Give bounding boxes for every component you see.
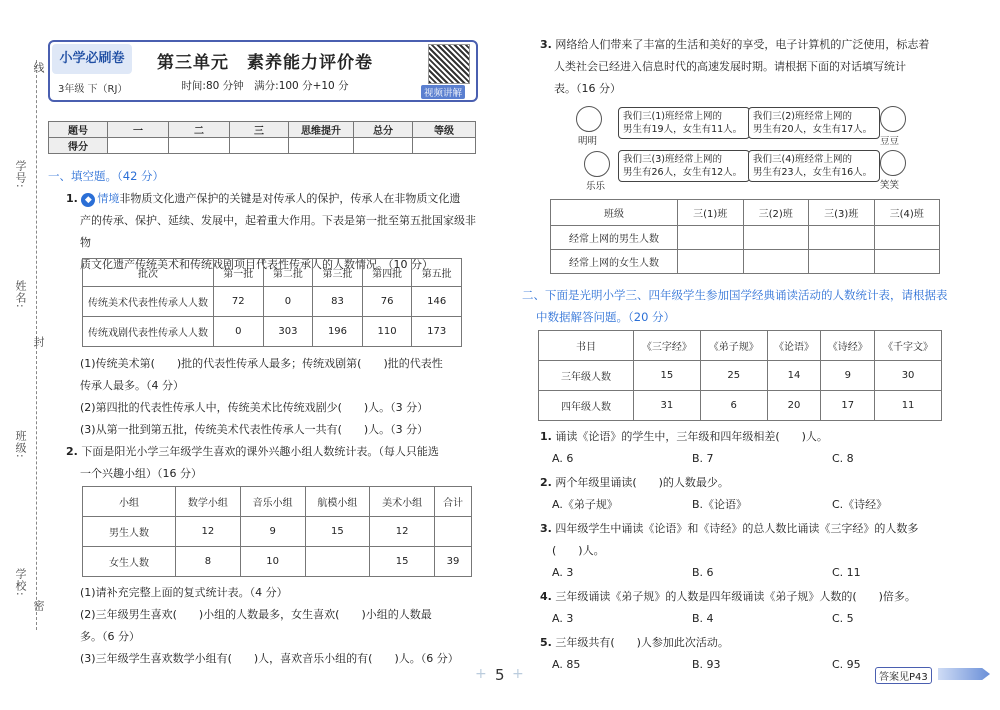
table-header: 三(1)班 [678, 200, 744, 226]
situation-tag: 情境 [97, 192, 120, 205]
table-cell: 9 [240, 517, 305, 547]
table-cell: 0 [263, 287, 313, 317]
section-one-title: 一、填空题。（42 分） [48, 169, 165, 183]
internet-table [550, 199, 940, 274]
table-header: 《千字文》 [875, 331, 942, 361]
score-header-cell: 等级 [413, 122, 476, 138]
question-number: 3. [540, 522, 552, 535]
exam-header [48, 40, 478, 102]
question-3 [540, 34, 980, 100]
table-cell-blank[interactable] [874, 226, 940, 250]
question-text: 表。（16 分） [554, 82, 621, 95]
table-header: 班级 [551, 200, 678, 226]
kid-avatar-icon [576, 106, 602, 132]
subquestion-text: 多。（6 分） [80, 630, 140, 643]
grade-label: 3年级 下（RJ） [58, 84, 128, 95]
table-cell-blank[interactable] [678, 250, 744, 274]
score-row-label: 得分 [49, 138, 108, 154]
table-cell: 303 [263, 317, 313, 347]
choice-option[interactable]: C. 5 [832, 612, 854, 625]
dialog-bubble [618, 107, 750, 139]
choice-option[interactable]: C. 11 [832, 566, 861, 579]
question-number: 4. [540, 590, 552, 603]
table-cell: 10 [240, 547, 305, 577]
situation-tag-icon: ◆ [81, 193, 95, 207]
binding-label-school: 学校: [14, 568, 27, 597]
dialog-line: 我们三(3)班经常上网的 [623, 154, 722, 165]
question-2-subquestions [80, 582, 480, 670]
score-cell[interactable] [289, 138, 354, 154]
choice-option[interactable]: C. 95 [832, 658, 861, 671]
binding-label-seal: 封 [32, 336, 45, 348]
table-cell: 30 [875, 361, 942, 391]
question-number: 5. [540, 636, 552, 649]
table-cell: 20 [767, 391, 821, 421]
dialog-line: 男生有20人，女生有17人。 [753, 124, 873, 135]
question-number: 2. [66, 445, 78, 458]
table-cell: 四年级人数 [539, 391, 634, 421]
table-cell: 9 [821, 361, 875, 391]
table-cell: 15 [634, 361, 701, 391]
table-cell: 三年级人数 [539, 361, 634, 391]
table-cell: 经常上网的女生人数 [551, 250, 678, 274]
question-text: 人类社会已经进入信息时代的高速发展时期。请根据下面的对话填写统计 [554, 60, 906, 73]
question-text: 三年级诵读《弟子规》的人数是四年级诵读《弟子规》人数的( )倍多。 [555, 590, 916, 603]
table-header: 三(4)班 [874, 200, 940, 226]
heritage-table [82, 258, 462, 347]
kid-name: 笑笑 [880, 180, 900, 191]
table-cell: 14 [767, 361, 821, 391]
subquestion-text: (3)从第一批到第五批，传统美术代表性传承人一共有( )人。（3 分） [80, 423, 429, 436]
choice-option[interactable]: A. 85 [552, 658, 581, 671]
choice-option[interactable]: A. 3 [552, 612, 574, 625]
subquestion-text: (2)第四批的代表性传承人中，传统美术比传统戏剧少( )人。（3 分） [80, 401, 429, 414]
table-cell: 传统美术代表性传承人人数 [83, 287, 214, 317]
score-header-cell: 三 [230, 122, 289, 138]
exam-time-info: 时间:80 分钟 满分:100 分+10 分 [181, 80, 349, 92]
binding-label-student-id: 学号: [14, 160, 27, 189]
question-text: 下面是阳光小学三年级学生喜欢的课外兴趣小组人数统计表。（每人只能选 [81, 445, 439, 458]
score-header-cell: 一 [108, 122, 169, 138]
table-header: 第五批 [412, 259, 462, 287]
score-cell[interactable] [354, 138, 413, 154]
table-cell-blank[interactable] [809, 226, 875, 250]
table-cell: 8 [176, 547, 241, 577]
dialog-line: 我们三(2)班经常上网的 [753, 111, 852, 122]
table-header: 《三字经》 [634, 331, 701, 361]
classics-reading-table [538, 330, 942, 421]
table-header: 《诗经》 [821, 331, 875, 361]
table-cell: 72 [214, 287, 264, 317]
kid-avatar-icon [880, 106, 906, 132]
question-text: 质文化遗产传统美术和传统戏剧项目代表性传承人的人数情况。（10 分） [80, 258, 433, 271]
dialog-bubble [748, 107, 880, 139]
subquestion-text: (3)三年级学生喜欢数学小组有( )人，喜欢音乐小组的有( )人。（6 分） [80, 652, 459, 665]
table-cell-blank[interactable] [874, 250, 940, 274]
score-header-cell: 总分 [354, 122, 413, 138]
table-cell: 83 [313, 287, 363, 317]
score-table [48, 121, 476, 154]
dialog-bubble [618, 150, 750, 182]
table-cell-blank[interactable] [743, 250, 809, 274]
section-two-title [522, 284, 982, 328]
table-cell: 男生人数 [83, 517, 176, 547]
table-header: 三(2)班 [743, 200, 809, 226]
brand-logo: 小学必刷卷 [52, 44, 132, 74]
table-header: 《论语》 [767, 331, 821, 361]
question-text: 产的传承、保护、延续、发展中，起着重大作用。下表是第一批至第五批国家级非物 [80, 214, 476, 249]
table-cell: 0 [214, 317, 264, 347]
table-cell: 110 [362, 317, 412, 347]
section-title-line: 二、下面是光明小学三、四年级学生参加国学经典诵读活动的人数统计表，请根据表 [522, 288, 948, 302]
table-cell-blank[interactable] [305, 547, 370, 577]
dialog-line: 男生有23人，女生有16人。 [753, 167, 873, 178]
table-header: 书目 [539, 331, 634, 361]
table-cell-blank[interactable] [678, 226, 744, 250]
table-cell-blank[interactable] [743, 226, 809, 250]
table-header: 航模小组 [305, 487, 370, 517]
subquestion-text: (2)三年级男生喜欢( )小组的人数最多，女生喜欢( )小组的人数最 [80, 608, 432, 621]
table-cell: 39 [435, 547, 472, 577]
table-header: 音乐小组 [240, 487, 305, 517]
score-header-cell: 思维提升 [289, 122, 354, 138]
table-cell: 15 [370, 547, 435, 577]
choice-option[interactable]: A. 6 [552, 452, 574, 465]
binding-label-class: 班级: [14, 430, 27, 459]
question-number: 1. [66, 192, 78, 205]
question-text: 非物质文化遗产保护的关键是对传承人的保护，传承人在非物质文化遗 [119, 192, 461, 205]
interest-group-table [82, 486, 472, 577]
question-text: 三年级共有( )人参加此次活动。 [555, 636, 729, 649]
table-cell: 6 [700, 391, 767, 421]
table-cell: 76 [362, 287, 412, 317]
table-header: 合计 [435, 487, 472, 517]
question-1-subquestions [80, 353, 480, 441]
question-text: ( )人。 [552, 544, 605, 557]
dialog-bubble [748, 150, 880, 182]
table-header: 第一批 [214, 259, 264, 287]
dialog-line: 男生有19人，女生有11人。 [623, 124, 743, 135]
table-cell: 经常上网的男生人数 [551, 226, 678, 250]
score-cell[interactable] [230, 138, 289, 154]
score-header-cell: 二 [169, 122, 230, 138]
table-cell: 173 [412, 317, 462, 347]
table-cell: 女生人数 [83, 547, 176, 577]
choice-option[interactable]: A. 3 [552, 566, 574, 579]
score-header-cell: 题号 [49, 122, 108, 138]
score-cell[interactable] [413, 138, 476, 154]
question-text: 两个年级里诵读( )的人数最少。 [555, 476, 729, 489]
qr-code-icon[interactable] [428, 44, 470, 84]
table-header: 第四批 [362, 259, 412, 287]
question-text: 一个兴趣小组）（16 分） [80, 467, 202, 480]
page-decoration-icon: + [512, 666, 524, 682]
table-header: 三(3)班 [809, 200, 875, 226]
table-cell: 146 [412, 287, 462, 317]
table-cell: 17 [821, 391, 875, 421]
subquestion-text: (1)请补充完整上面的复式统计表。（4 分） [80, 586, 288, 599]
table-cell: 15 [305, 517, 370, 547]
table-header: 小组 [83, 487, 176, 517]
dialog-line: 男生有26人，女生有12人。 [623, 167, 743, 178]
table-header: 美术小组 [370, 487, 435, 517]
question-number: 2. [540, 476, 552, 489]
table-header: 第三批 [313, 259, 363, 287]
page-number: 5 [495, 666, 505, 684]
table-cell: 传统戏剧代表性传承人人数 [83, 317, 214, 347]
kid-name: 明明 [578, 136, 598, 147]
choice-option[interactable]: C.《诗经》 [832, 498, 888, 511]
question-text: 诵读《论语》的学生中，三年级和四年级相差( )人。 [555, 430, 828, 443]
table-cell: 11 [875, 391, 942, 421]
table-cell: 12 [176, 517, 241, 547]
arrow-right-icon [938, 668, 990, 680]
dialog-line: 我们三(1)班经常上网的 [623, 111, 722, 122]
binding-label-name: 姓名: [14, 280, 27, 309]
choice-option[interactable]: A.《弟子规》 [552, 498, 618, 511]
section-two-questions [540, 426, 980, 676]
table-cell: 31 [634, 391, 701, 421]
kid-name: 豆豆 [880, 136, 900, 147]
question-text: 网络给人们带来了丰富的生活和美好的享受，电子计算机的广泛使用，标志着 [555, 38, 930, 51]
choice-option[interactable]: B. 6 [692, 566, 714, 579]
question-text: 四年级学生中诵读《论语》和《诗经》的总人数比诵读《三字经》的人数多 [555, 522, 919, 535]
table-header: 数学小组 [176, 487, 241, 517]
dialog-line: 我们三(4)班经常上网的 [753, 154, 852, 165]
kid-avatar-icon [880, 150, 906, 176]
subquestion-text: 传承人最多。（4 分） [80, 379, 184, 392]
choice-option[interactable]: C. 8 [832, 452, 854, 465]
question-2 [66, 441, 476, 485]
section-title-line: 中数据解答问题。（20 分） [536, 310, 676, 324]
kid-name: 乐乐 [586, 181, 606, 192]
score-cell[interactable] [169, 138, 230, 154]
choice-option[interactable]: B. 93 [692, 658, 721, 671]
page-decoration-icon: + [475, 666, 487, 682]
question-number: 1. [540, 430, 552, 443]
table-cell: 196 [313, 317, 363, 347]
page-title: 第三单元 素养能力评价卷 [157, 53, 373, 73]
binding-label-line: 线 [32, 62, 45, 74]
table-cell-blank[interactable] [435, 517, 472, 547]
table-header: 第二批 [263, 259, 313, 287]
score-cell[interactable] [108, 138, 169, 154]
subquestion-text: (1)传统美术第( )批的代表性传承人最多；传统戏剧第( )批的代表性 [80, 357, 443, 370]
table-cell-blank[interactable] [809, 250, 875, 274]
choice-option[interactable]: B. 4 [692, 612, 714, 625]
table-header: 《弟子规》 [700, 331, 767, 361]
table-cell: 25 [700, 361, 767, 391]
table-header: 批次 [83, 259, 214, 287]
table-cell: 12 [370, 517, 435, 547]
choice-option[interactable]: B. 7 [692, 452, 714, 465]
question-number: 3. [540, 38, 552, 51]
kid-avatar-icon [584, 151, 610, 177]
video-explain-label[interactable]: 视频讲解 [421, 85, 465, 99]
binding-label-secret: 密 [32, 600, 45, 612]
answer-reference-label[interactable]: 答案见P43 [875, 667, 932, 684]
choice-option[interactable]: B.《论语》 [692, 498, 748, 511]
